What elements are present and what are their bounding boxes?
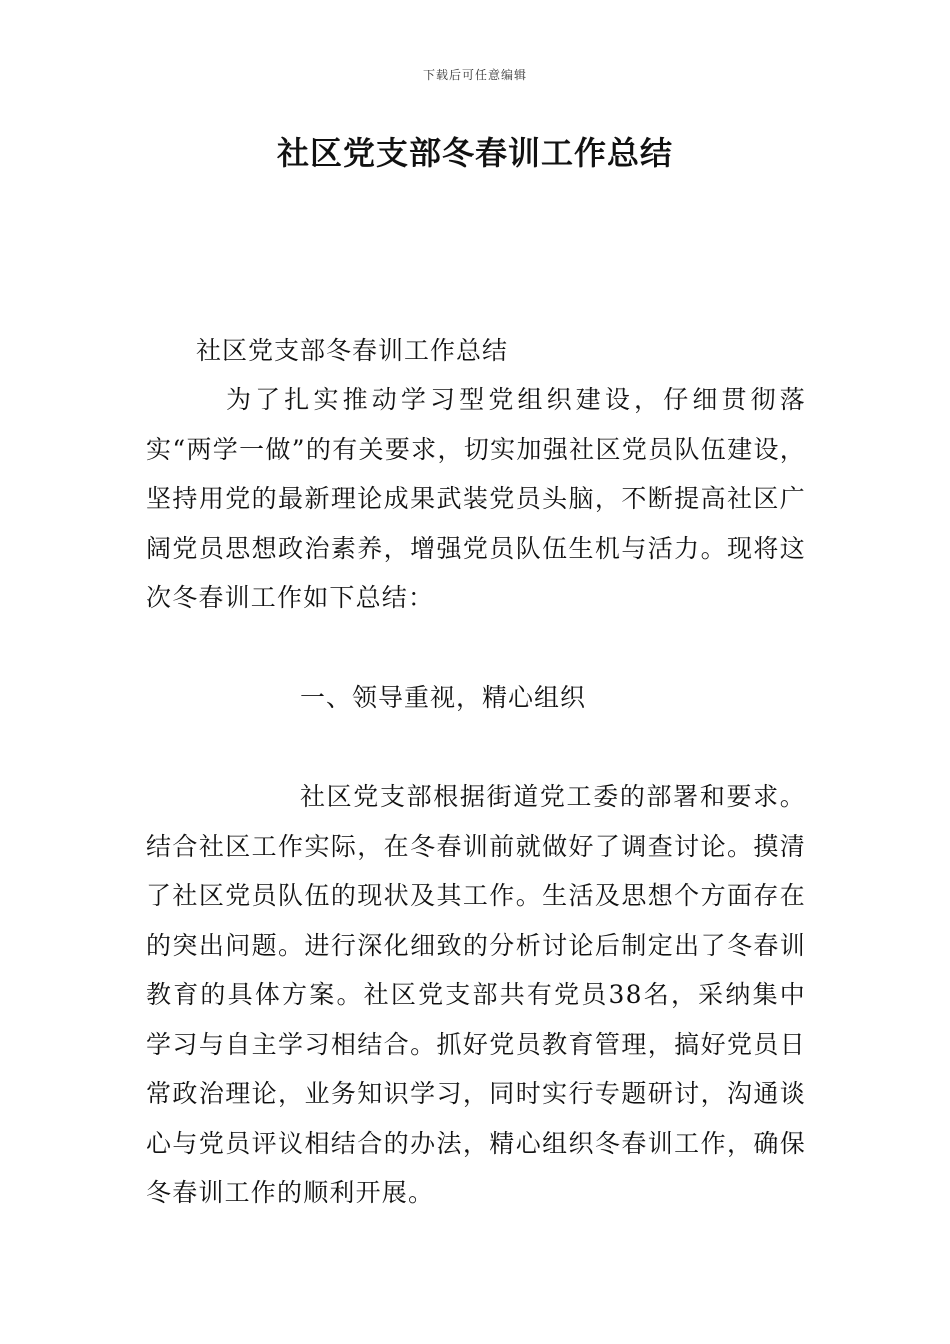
document-title: 社区党支部冬春训工作总结 xyxy=(276,134,673,172)
section-heading-1: 一、领导重视，精心组织 xyxy=(300,683,587,712)
header-note: 下载后可任意编辑 xyxy=(422,68,527,82)
intro-paragraph: 为了扎实推动学习型党组织建设，仔细贯彻落实“两学一做”的有关要求，切实加强社区党员队伍建设，坚持用党的最新理论成果武装党员头脑，不断提高社区广阔党员思想政治素养，增强党员队伍生机与活力。现将这次冬春训工作如下总结： xyxy=(146,385,806,612)
document-subtitle: 社区党支部冬春训工作总结 xyxy=(196,336,509,365)
section-1-paragraph: 社区党支部根据街道党工委的部署和要求。结合社区工作实际，在冬春训前就做好了调查讨论。摸清了社区党员队伍的现状及其工作。生活及思想个方面存在的突出问题。进行深化细致的分析讨论后制定出了冬春训教育的具体方案。社区党支部共有党员38名，采纳集中学习与自主学习相结合。抓好党员教育管理，搞好党员日常政治理论，业务知识学习，同时实行专题研讨，沟通谈心与党员评议相结合的办法，精心组织冬春训工作，确保冬春训工作的顺利开展。 xyxy=(146,782,806,1207)
